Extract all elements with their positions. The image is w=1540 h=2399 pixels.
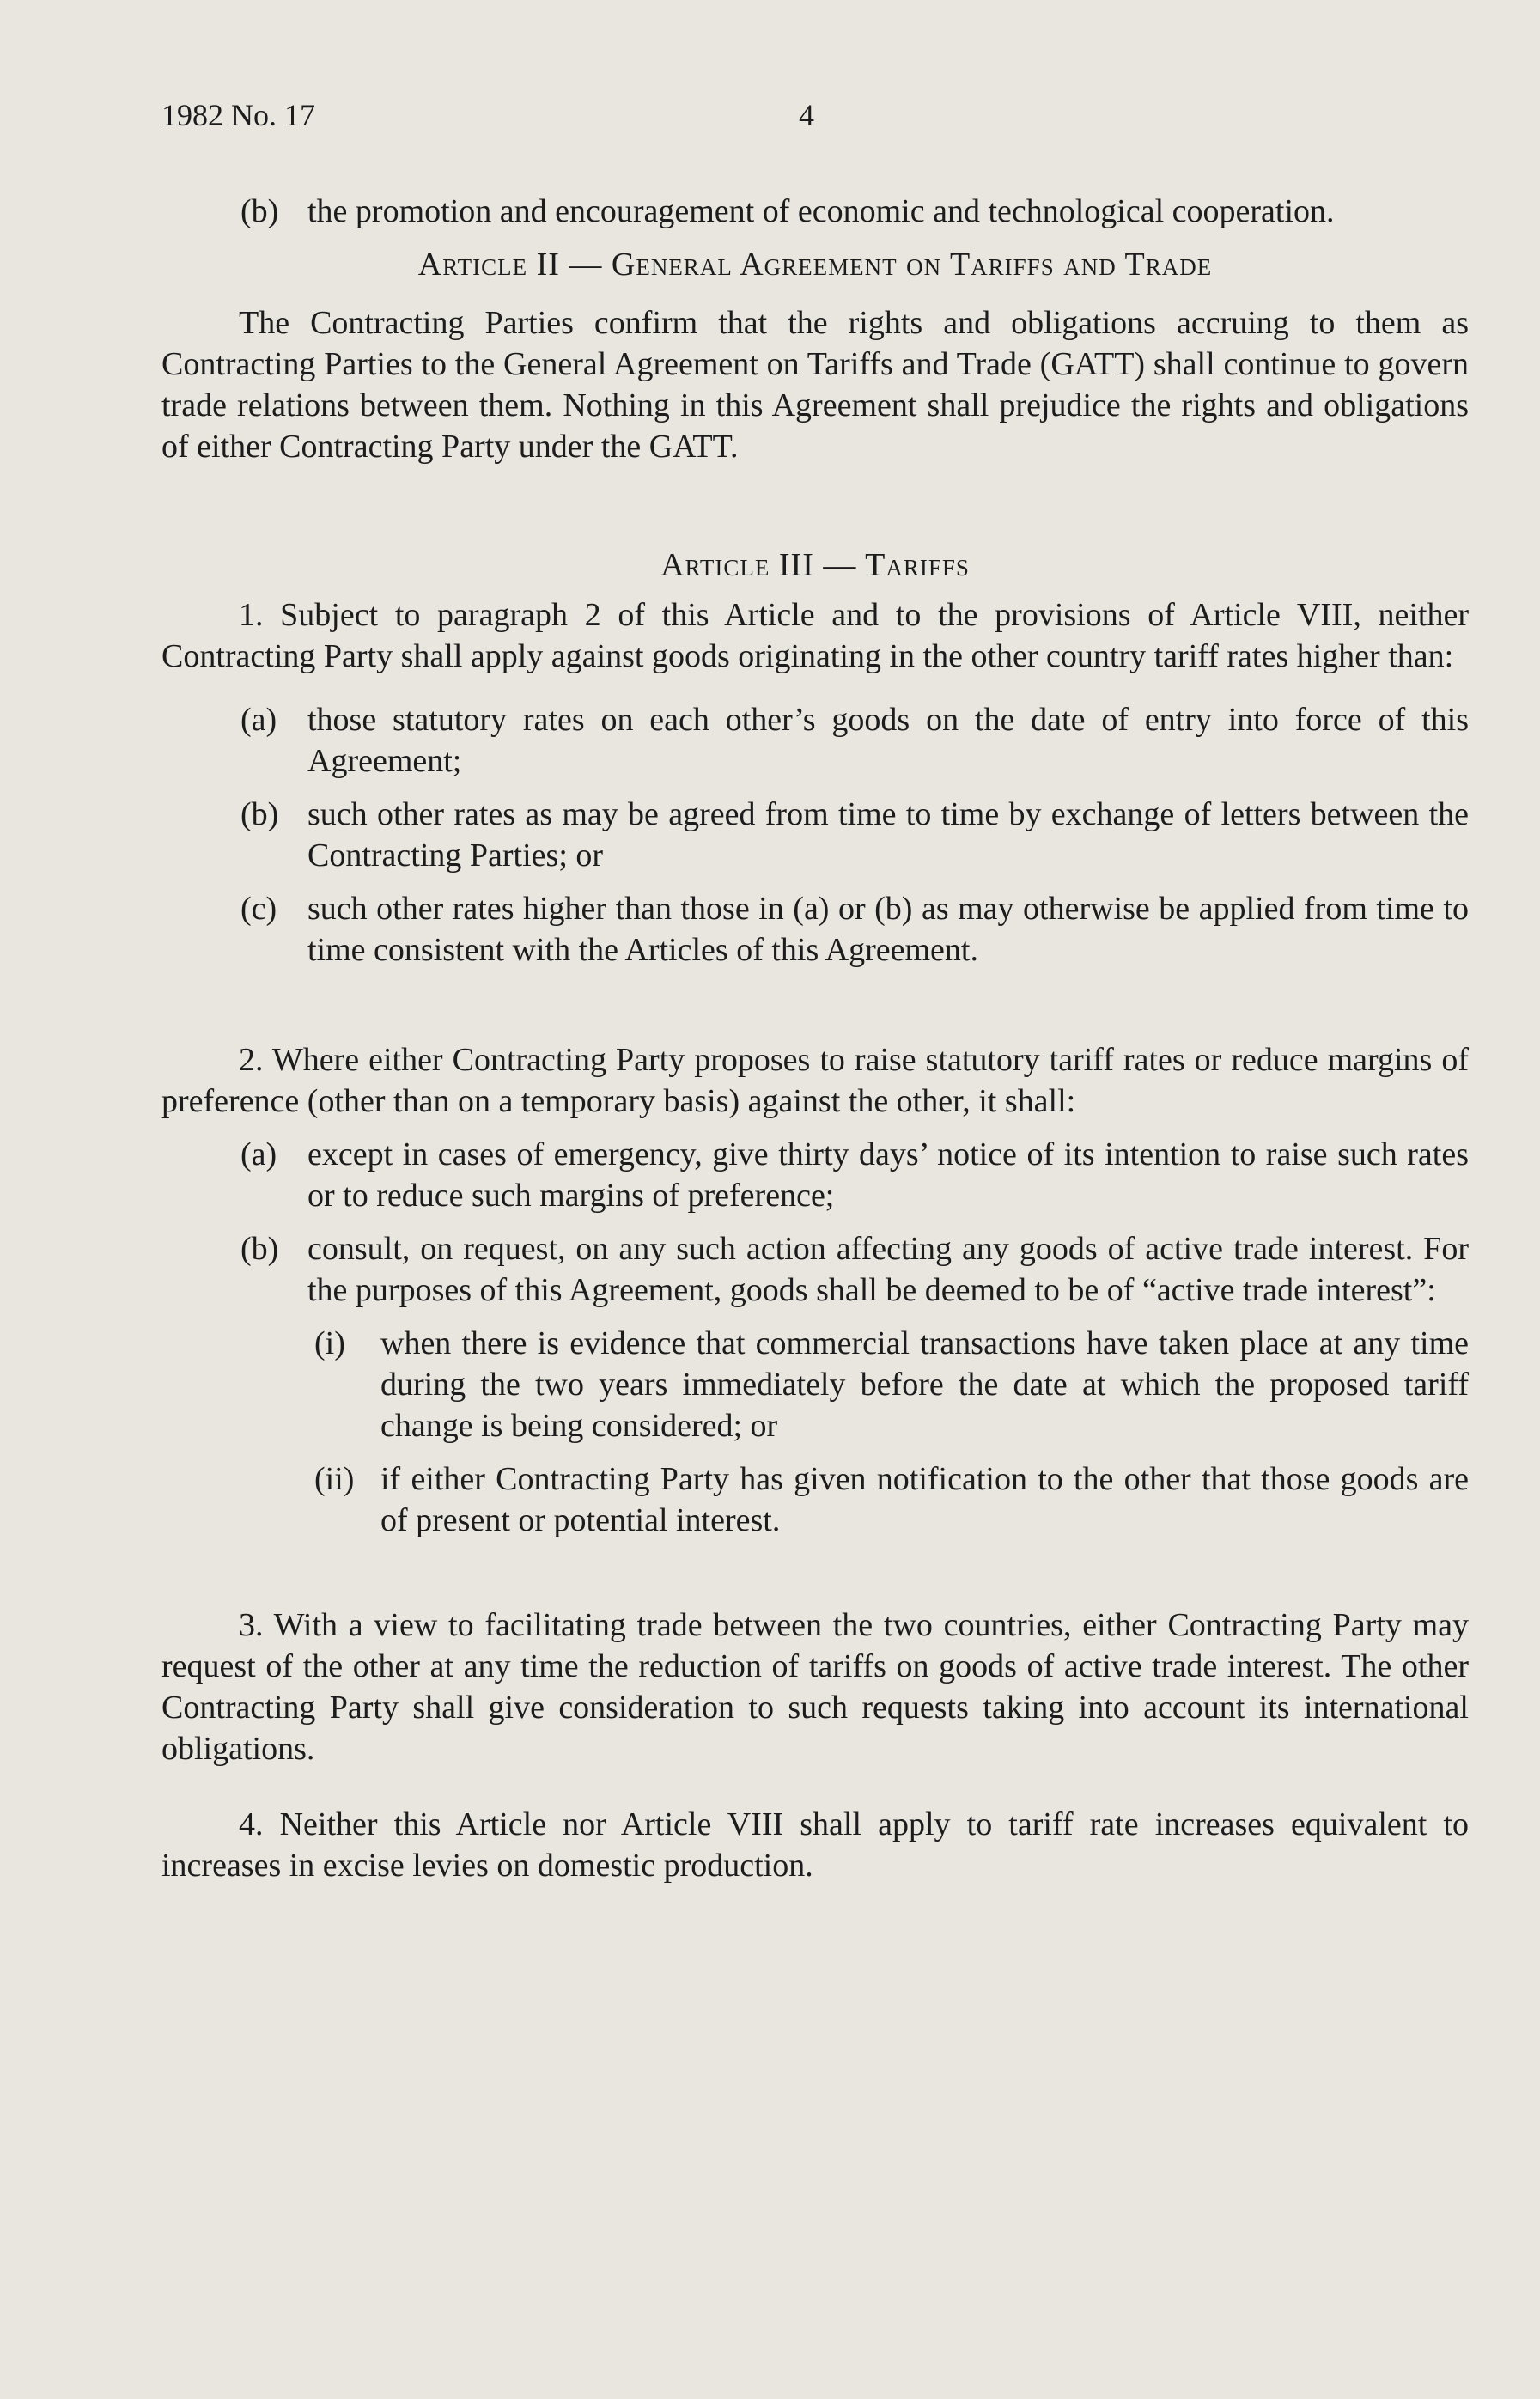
subitem-i [161, 1323, 1469, 1446]
subitem-text: when there is evidence that commercial transactions have taken place at any time during the two years immediately before the date at which the proposed tariff change is being considered; or [380, 1325, 1469, 1444]
intro-item-b [161, 191, 1469, 232]
article-2-heading: Article II — General Agreement on Tariffs and Trade [417, 247, 1213, 283]
article-3-heading: Article III — Tariffs [660, 547, 970, 583]
para1-item-c [161, 888, 1469, 971]
item-text: those statutory rates on each other’s goods on the date of entry into force of this Agreement; [307, 702, 1469, 779]
article-3-para-4: 4. Neither this Article nor Article VIII shall apply to tariff rate increases equivalent to increases in excise levies on domestic production. [161, 1806, 1469, 1884]
subitem-ii [161, 1458, 1469, 1541]
para1-item-b [161, 794, 1469, 876]
article-3-para-2: 2. Where either Contracting Party proposes to raise statutory tariff rates or reduce margins of preference (other than on a temporary basis) against the other, it shall: [161, 1042, 1469, 1119]
item-text: the promotion and encouragement of economic and technological cooperation. [307, 193, 1335, 229]
article-3-para-1: 1. Subject to paragraph 2 of this Article and to the provisions of Article VIII, neither Contracting Party shall apply against goods originating in the other country tariff rates higher than: [161, 597, 1469, 674]
item-text: such other rates as may be agreed from time to time by exchange of letters between the Contracting Parties; or [307, 796, 1469, 874]
item-text: such other rates higher than those in (a) or (b) as may otherwise be applied from time to time consistent with the Articles of this Agreement. [307, 891, 1469, 968]
para1-item-a [161, 699, 1469, 782]
subitem-text: if either Contracting Party has given notification to the other that those goods are of present or potential interest. [380, 1461, 1469, 1538]
page-number: 4 [799, 98, 814, 132]
item-label: (a) [240, 1136, 277, 1172]
item-label: (c) [240, 891, 277, 927]
subitem-label: (ii) [314, 1461, 355, 1497]
subitem-label: (i) [314, 1325, 345, 1361]
article-3-para-3: 3. With a view to facilitating trade between the two countries, either Contracting Party may request of the other at any time the reduction of tariffs on goods of active trade interest. The other Contracting Party shall give consideration to such requests taking into account its international obligations. [161, 1607, 1469, 1767]
item-label: (a) [240, 702, 277, 738]
item-label: (b) [240, 796, 279, 832]
article-2-paragraph: The Contracting Parties confirm that the rights and obligations accruing to them as Contracting Parties to the General Agreement on Tariffs and Trade (GATT) shall continue to govern trade relations between them. Nothing in this Agreement shall prejudice the rights and obligations of either Contracting Party under the GATT. [161, 305, 1469, 465]
document-body [161, 191, 1469, 1886]
para2-item-a [161, 1134, 1469, 1216]
item-text: consult, on request, on any such action affecting any goods of active trade interest. For the purposes of this Agreement, goods shall be deemed to be of “active trade interest”: [307, 1231, 1469, 1308]
item-label: (b) [240, 193, 279, 229]
para2-item-b [161, 1228, 1469, 1311]
item-text: except in cases of emergency, give thirty days’ notice of its intention to raise such rates or to reduce such margins of preference; [307, 1136, 1469, 1214]
year-number: 1982 No. 17 [161, 98, 315, 132]
item-label: (b) [240, 1231, 279, 1267]
